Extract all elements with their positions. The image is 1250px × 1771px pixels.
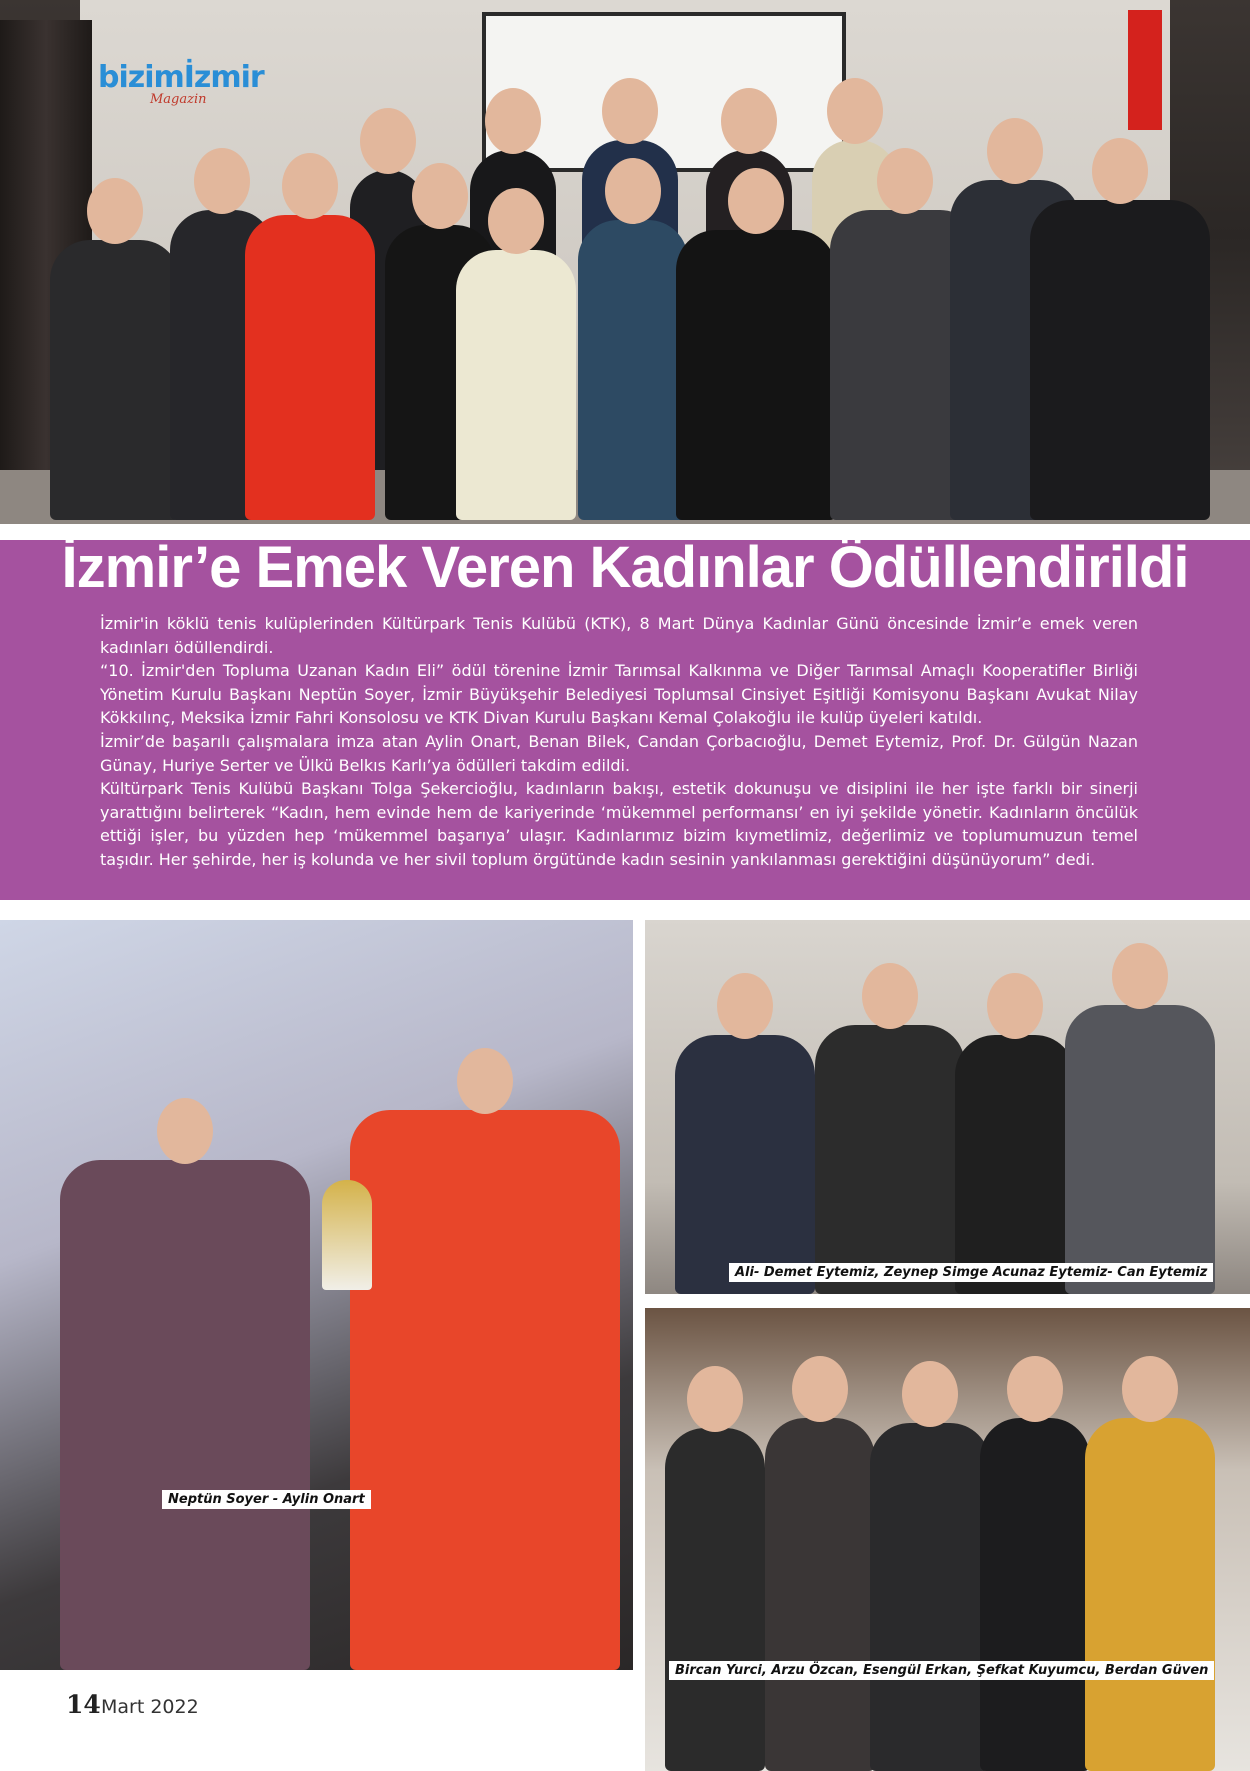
person-figure xyxy=(870,1423,990,1771)
person-figure xyxy=(456,250,576,520)
flag xyxy=(1128,10,1162,130)
person-figure xyxy=(60,1160,310,1670)
person-figure xyxy=(350,1110,620,1670)
article-paragraph: “10. İzmir'den Topluma Uzanan Kadın Eli” ödül törenine İzmir Tarımsal Kalkınma ve Diğer Tarımsal Amaçlı Kooperatifler Birliği Yönetim Kurulu Başkanı Neptün Soyer, İzmir Büyükşehir Belediyesi Toplumsal Cinsiyet Eşitliği Komisyonu Başkanı Avukat Nilay Kökkılınç, Meksika İzmir Fahri Konsolosu ve KTK Divan Kurulu Başkanı Kemal Çolakoğlu ile kulüp üyeleri katıldı. xyxy=(100,661,1138,728)
article-paragraph: İzmir’de başarılı çalışmalara imza atan Aylin Onart, Benan Bilek, Candan Çorbacıoğlu, Demet Eytemiz, Prof. Dr. Gülgün Nazan Günay, Huriye Serter ve Ülkü Belkıs Karlı’ya ödülleri takdim edildi. xyxy=(100,731,1138,775)
person-figure xyxy=(1085,1418,1215,1771)
person-figure xyxy=(50,240,180,520)
group-photo xyxy=(0,0,1250,524)
person-figure xyxy=(676,230,836,520)
photo-caption: Bircan Yurci, Arzu Özcan, Esengül Erkan, Şefkat Kuyumcu, Berdan Güven xyxy=(669,1661,1214,1680)
person-figure xyxy=(665,1428,765,1771)
page-number: 14 xyxy=(66,1690,101,1719)
family-photo xyxy=(645,920,1250,1294)
page-title: İzmir’e Emek Veren Kadınlar Ödüllendirildi xyxy=(61,535,1189,600)
brand-tagline: Magazin xyxy=(150,92,207,107)
award-photo-left xyxy=(0,920,633,1670)
photo-caption: Ali- Demet Eytemiz, Zeynep Simge Acunaz Eytemiz- Can Eytemiz xyxy=(729,1263,1213,1282)
brand-name: bizimİzmir xyxy=(98,60,264,95)
issue-date: Mart 2022 xyxy=(101,1696,199,1718)
photo-caption: Neptün Soyer - Aylin Onart xyxy=(162,1490,371,1509)
person-figure xyxy=(675,1035,815,1294)
projection-screen xyxy=(482,12,846,172)
person-figure xyxy=(955,1035,1075,1294)
person-figure xyxy=(245,215,375,520)
article-paragraph: Kültürpark Tenis Kulübü Başkanı Tolga Şekercioğlu, kadınların bakışı, estetik dokunuşu ve disiplini ile her işte farklı bir sinerji yarattığını belirterek “Kadın, hem evinde hem de kariyerinde ‘mükemmel performansı’ en iyi şekilde yönetir. Kadınların öncülük ettiği işler, bu yüzden hep ‘mükemmel başarıya’ ulaşır. Kadınlarımız bizim kıymetlimiz, değerlimiz ve toplumumuzun temel taşıdır. Her şehirde, her iş kolunda ve her sivil toplum örgütünde kadın sesinin yankılanması gerektiğini düşünüyorum” dedi. xyxy=(100,779,1138,869)
article-paragraph: İzmir'in köklü tenis kulüplerinden Kültürpark Tenis Kulübü (KTK), 8 Mart Dünya Kadınlar Günü öncesinde İzmir’e emek veren kadınları ödüllendirdi. xyxy=(100,614,1138,657)
person-figure xyxy=(578,220,688,520)
article-body xyxy=(100,612,1138,872)
person-figure xyxy=(1030,200,1210,520)
person-figure xyxy=(1065,1005,1215,1294)
award-trophy-icon xyxy=(322,1180,372,1290)
group-photo-small xyxy=(645,1308,1250,1771)
person-figure xyxy=(815,1025,965,1294)
person-figure xyxy=(765,1418,875,1771)
person-figure xyxy=(980,1418,1090,1771)
brand-logo xyxy=(98,60,268,112)
